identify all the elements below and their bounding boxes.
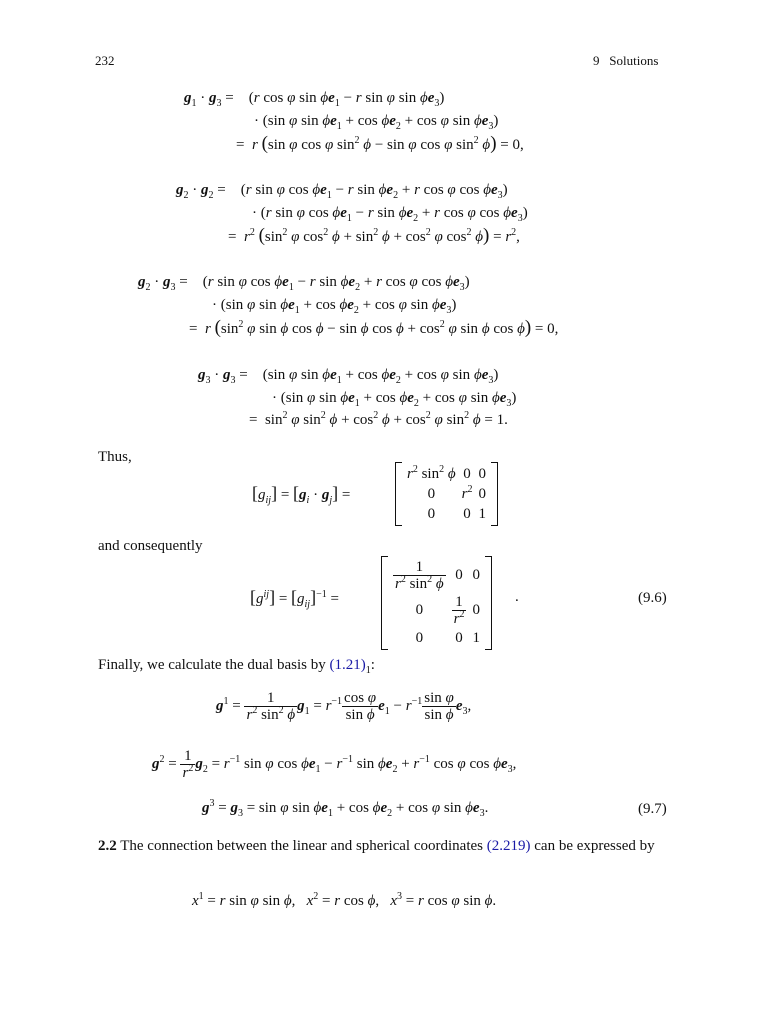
finally-colon: : — [370, 657, 375, 673]
problem-2-2-text — [98, 837, 674, 856]
equation-label-9-7: (9.7) — [638, 801, 667, 817]
finally-text: Finally, we calculate the dual basis by — [98, 657, 330, 673]
problem-number: 2.2 — [98, 838, 117, 854]
equation-g3g3-line3: = $\sin^2 \varphi$ $\sin^2 \phi + \cos^2 \phi + \cos^2 \varphi$ $\sin^2 \phi = 1$. — [249, 410, 508, 428]
equation-g2g2-line3: = $r^2$ ($\sin^2$ φ $\cos^2 \phi + \sin^2 \phi + \cos^2 \varphi$ $\cos^2 \phi) = r^2$, — [228, 225, 520, 246]
equation-reference-2-219[interactable]: (2.219) — [486, 838, 531, 854]
problem-text-after: can be expressed by — [530, 838, 655, 854]
metric-matrix: $r^2$ $\sin^2 \phi$ 0 0 0 $r^2$ 0 0 0 1 — [395, 462, 498, 526]
dual-basis-g2: $g^2$ = $\frac{1}{r^2}$ $g_2 = r^{-1}$ sin φ $\cos \phi e_1 - r^{-1}$ $\sin \phi e_2 + r^{-1}$ cos φ $\cos \phi e_3$, — [152, 748, 517, 781]
inverse-metric-lhs: $[g^{ij}] = [g_{ij}]^{-1}$ = — [250, 587, 339, 610]
equation-g3g3-line1: $g_3 \cdot g_3$ = (sin φ $\sin \phi e_1 + \cos \phi e_2 + \cos \varphi$ $\sin \phi e_3$) — [198, 367, 499, 386]
page-number: 232 — [95, 53, 115, 68]
dual-basis-g3: $g^3 = g_3 = \sin \varphi$ $\sin \phi e_1 + \cos \phi e_2 + \cos \varphi$ $\sin \phi e_3$. — [202, 798, 489, 819]
equation-g3g3-line2: · (sin φ $\sin \phi e_1 + \cos \phi e_2 + \cos \varphi$ $\sin \phi e_3$) — [272, 390, 517, 409]
equation-g2g3-line2: · (sin φ $\sin \phi e_1 + \cos \phi e_2 + \cos \varphi$ $\sin \phi e_3$) — [212, 297, 457, 316]
equation-reference-1-21[interactable]: (1.21) — [329, 657, 366, 673]
coordinate-transformation: $x^1 = r$ sin φ sin ϕ, $x^2 = r$ cos ϕ, $x^3 = r$ cos φ sin ϕ. — [192, 891, 497, 909]
dual-basis-g1: $g^1$ = $\frac{1}{r^2 \sin^2 \phi}$ $g_1 = r^{-1}$ $\frac{\text{cos φ}}{\text{sin ϕ}}$ $e_1 - r^{-1}$ $\frac{\text{sin φ}}{\text{sin ϕ}}$ $e_3$, — [216, 690, 472, 723]
matrix-period: . — [515, 589, 519, 605]
equation-g2g2-line1: $g_2 \cdot g_2$ = (r sin φ $\cos \phi e_1 - r$ $\sin \phi e_2 + r$ cos φ $\cos \phi e_3$) — [176, 182, 508, 201]
equation-label-9-6: (9.6) — [638, 590, 667, 606]
equation-g2g3-line1: $g_2 \cdot g_3$ = (r sin φ $\cos \phi e_1 - r$ $\sin \phi e_2 + r$ cos φ $\cos \phi e_3$) — [138, 274, 470, 293]
running-header: 9 Solutions — [593, 53, 659, 68]
problem-text-before: The connection between the linear and spherical coordinates — [116, 838, 487, 854]
inverse-metric-matrix: $\frac{1}{r^2 \sin^2 \phi}$ 0 0 0 $\frac{1}{r^2}$ 0 0 0 1 — [381, 556, 492, 650]
equation-g1g3-line3: = r (sin φ cos φ $\sin^2 \phi - \sin \varphi$ cos φ $\sin^2 \phi) = 0$, — [236, 133, 524, 154]
equation-g1g3-line1: $g_1 \cdot g_3$ = (r cos φ $\sin \phi e_1 - r$ sin φ $\sin \phi e_3$) — [184, 90, 445, 109]
equation-g2g3-line3: = r ($\sin^2$ φ sin ϕ cos ϕ − sin ϕ $\cos \phi + \cos^2 \varphi$ sin ϕ cos ϕ) = 0, — [189, 317, 559, 338]
consequently-label: and consequently — [98, 538, 203, 554]
metric-matrix-lhs: $[g_{ij}] = [g_i \cdot g_j]$ = — [252, 483, 351, 506]
finally-sentence — [98, 656, 375, 674]
equation-g2g2-line2: · (r sin φ $\cos \phi e_1 - r$ $\sin \phi e_2 + r$ cos φ $\cos \phi e_3$) — [252, 205, 528, 224]
finally-ref-subscript: 1 — [365, 665, 371, 676]
equation-g1g3-line2: · (sin φ $\sin \phi e_1 + \cos \phi e_2 + \cos \varphi$ $\sin \phi e_3$) — [254, 113, 499, 132]
thus-label: Thus, — [98, 449, 132, 465]
